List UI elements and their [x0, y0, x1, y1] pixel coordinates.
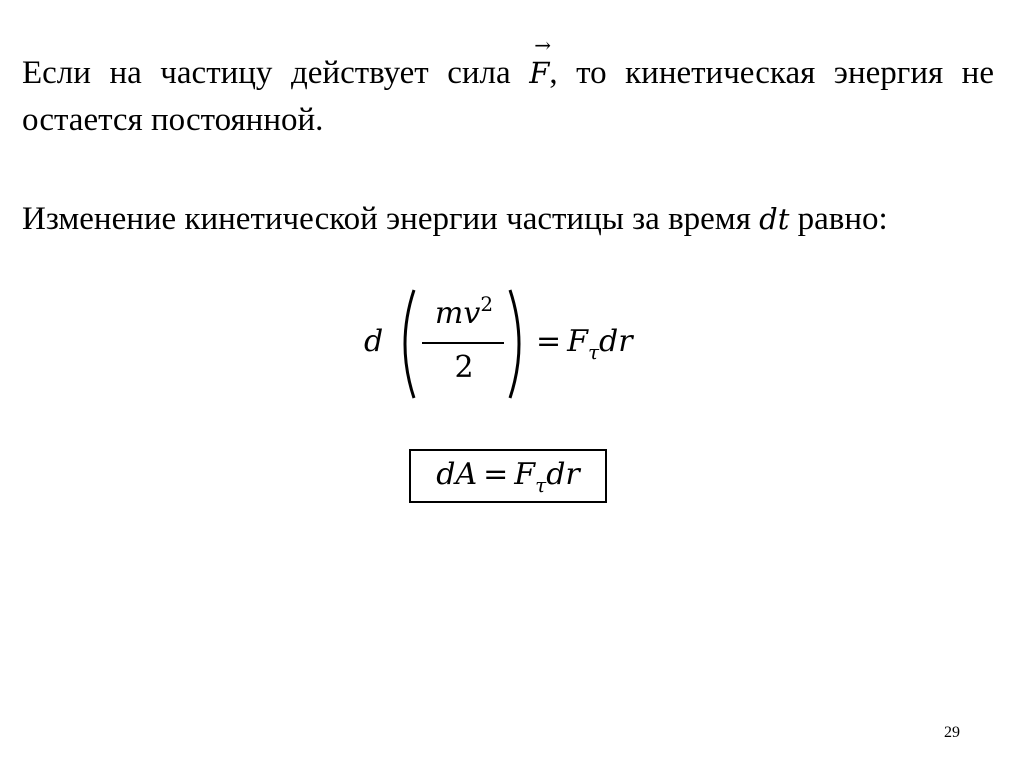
eq2-tau-subscript: τ: [535, 473, 547, 497]
eq1-denominator: 2: [454, 350, 474, 385]
boxed-equation-work: [409, 449, 607, 503]
eq1-numerator-base: mv: [434, 296, 481, 331]
para1-text-start: Если на частицу действует сила: [22, 55, 530, 91]
force-letter: F: [529, 56, 550, 90]
eq1-rhs: [530, 324, 633, 364]
left-paren-icon: [394, 288, 418, 400]
vector-arrow-icon: →: [534, 33, 551, 57]
eq1-numerator: [420, 292, 508, 331]
right-paren-icon: [506, 288, 530, 400]
eq2-lhs: dA: [436, 457, 478, 492]
eq1-differential: d: [364, 324, 384, 359]
paragraph-force-statement: [22, 33, 994, 144]
dt-symbol: dt: [759, 202, 790, 236]
paragraph-energy-change: [22, 196, 994, 243]
para1-text-end: , то кинетическая энергия не остается постоянной.: [22, 55, 994, 138]
eq2-force: F: [514, 457, 536, 492]
fraction-bar: [422, 342, 504, 344]
para2-text-start: Изменение кинетической энергии частицы за время: [22, 201, 760, 237]
eq1-exponent: 2: [480, 292, 494, 316]
eq2-dr: dr: [546, 457, 580, 492]
eq2-equals: =: [483, 457, 509, 492]
eq1-force: F: [567, 324, 588, 359]
equation-kinetic-energy-differential: [364, 288, 664, 400]
force-vector-symbol: [529, 33, 551, 97]
eq1-dr: dr: [599, 324, 633, 359]
page-number: 29: [944, 724, 960, 741]
para2-text-end: равно:: [789, 201, 888, 237]
eq1-tau-subscript: τ: [587, 340, 600, 364]
eq1-equals: =: [536, 324, 562, 359]
